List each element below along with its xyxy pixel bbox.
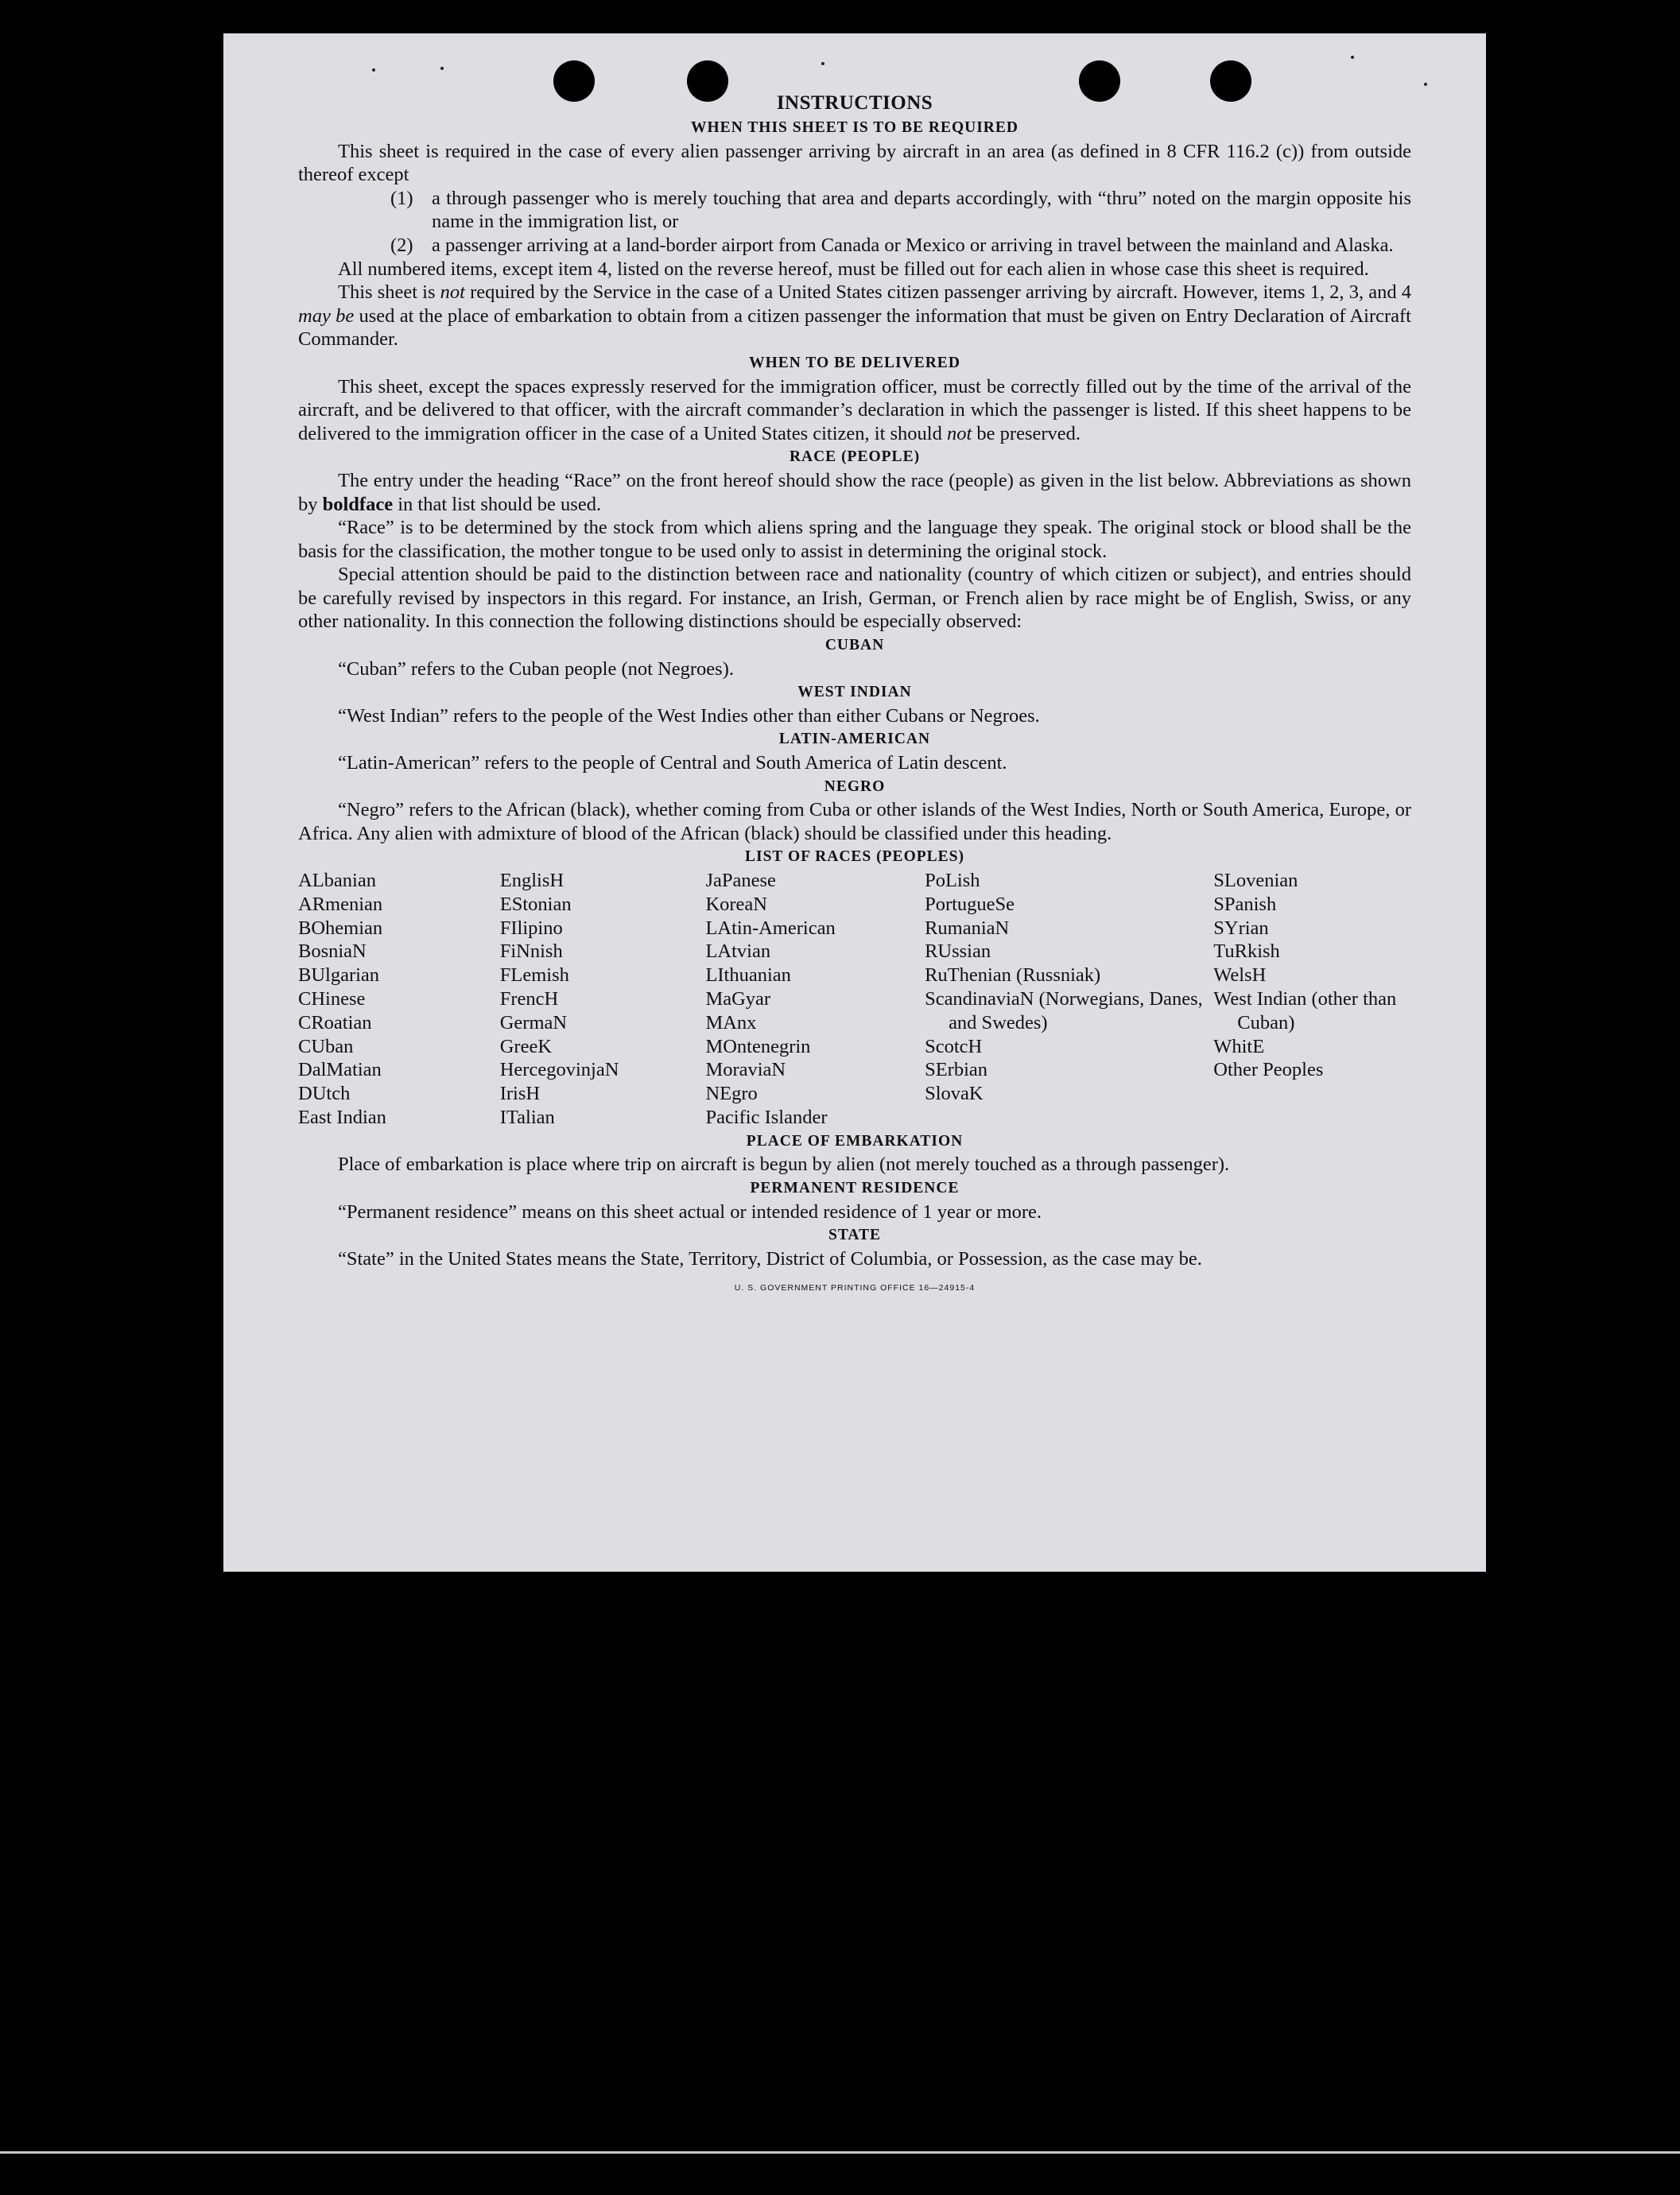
list-item: IrisH <box>499 1083 541 1105</box>
section-heading-cuban: CUBAN <box>824 637 885 654</box>
list-item: West Indian (other than Cuban) <box>1213 987 1397 1034</box>
section-heading-latin-american: LATIN-AMERICAN <box>778 731 931 748</box>
list-item: SYrian <box>1213 917 1269 939</box>
numbered-items-paragraph: All numbered items, except item 4, listed on the reverse hereof, must be filled out for each alien in whose case this sheet is required. <box>338 258 1369 280</box>
races-list <box>298 869 1411 1130</box>
citizen-text-b: required by the Service in the case of a United States citizen passenger arriving by aircraft. However, items 1, 2, 3, and 4 <box>464 281 1411 304</box>
list-item: FrencH <box>499 987 559 1010</box>
negro-paragraph: “Negro” refers to the African (black), whether coming from Cuba or other islands of the West Indies, North or South America, Europe, or Africa. Any alien with admixture of blood of the African (black) should be classified under this heading. <box>298 799 1411 844</box>
list-item: MaGyar <box>705 987 771 1010</box>
section-heading-west-indian: WEST INDIAN <box>797 684 912 701</box>
list-item: FLemish <box>499 964 569 987</box>
instructions-content <box>298 91 1411 1301</box>
list-item: FiNnish <box>499 940 563 963</box>
item-number: (2) <box>390 234 413 256</box>
citizen-emphasis-may-be: may be <box>298 304 355 327</box>
list-item: BosniaN <box>298 940 367 963</box>
bottom-rule <box>0 2151 1680 2154</box>
race-text-a: The entry under the heading “Race” on the front hereof should show the race (people) as given in the list below. Abbreviations as shown by <box>298 469 1411 515</box>
residence-paragraph: “Permanent residence” means on this sheet actual or intended residence of 1 year or more. <box>338 1200 1042 1223</box>
section-heading-negro: NEGRO <box>824 778 886 795</box>
document-sheet <box>223 33 1486 1572</box>
list-item: EnglisH <box>499 870 565 891</box>
list-item <box>298 187 1411 234</box>
citizen-text-a: This sheet is <box>338 281 440 304</box>
section-heading-when-required: WHEN THIS SHEET IS TO BE REQUIRED <box>691 119 1018 136</box>
list-item: MAnx <box>705 1011 757 1034</box>
list-item: FIlipino <box>499 917 563 939</box>
list-item: JaPanese <box>705 870 776 891</box>
list-item: Other Peoples <box>1213 1059 1324 1081</box>
delivered-text-b: be preserved. <box>972 422 1081 444</box>
list-item: East Indian <box>298 1106 386 1128</box>
list-item: PoLish <box>925 870 980 891</box>
page-title: INSTRUCTIONS <box>776 92 933 114</box>
citizen-emphasis-not: not <box>440 281 465 304</box>
race-paragraph-1 <box>298 469 1411 516</box>
list-item: ScandinaviaN (Norwegians, Danes, and Swedes) <box>925 987 1203 1034</box>
when-delivered-paragraph <box>298 375 1411 446</box>
list-item: SlovaK <box>925 1083 984 1105</box>
section-heading-race: RACE (PEOPLE) <box>789 448 921 466</box>
list-item: BUlgarian <box>298 964 380 987</box>
list-item: KoreaN <box>705 893 767 915</box>
state-paragraph: “State” in the United States means the State, Territory, District of Columbia, or Possession, as the case may be. <box>338 1247 1202 1270</box>
list-item: RumaniaN <box>925 917 1010 939</box>
list-item: MOntenegrin <box>705 1035 811 1057</box>
delivered-text-a: This sheet, except the spaces expressly reserved for the immigration officer, must be correctly filled out by the time of the arrival of the aircraft, and be delivered to that officer, with the aircraft commander’s declaration in which the passenger is listed. If this sheet happens to be delivered to the immigration officer in the case of a United States citizen, it should <box>298 375 1411 444</box>
item-text: a through passenger who is merely touching that area and departs accordingly, with “thru” noted on the margin opposite his name in the immigration list, or <box>432 187 1411 233</box>
latin-american-paragraph: “Latin-American” refers to the people of Central and South America of Latin descent. <box>338 752 1007 774</box>
list-item: NEgro <box>705 1083 758 1105</box>
race-paragraph-2: “Race” is to be determined by the stock from which aliens spring and the language they speak. The original stock or blood shall be the basis for the classification, the mother tongue to be used only to assist in determining the original stock. <box>298 517 1411 562</box>
list-item: CRoatian <box>298 1011 372 1034</box>
item-number: (1) <box>390 187 413 209</box>
list-item: CHinese <box>298 987 366 1010</box>
races-column-5 <box>1213 869 1411 1130</box>
races-column-3 <box>705 869 925 1130</box>
list-item: BOhemian <box>298 917 383 939</box>
list-item: SPanish <box>1213 893 1277 915</box>
list-item: GreeK <box>499 1035 553 1057</box>
printing-office-footer: U. S. GOVERNMENT PRINTING OFFICE 16—24915-4 <box>734 1283 976 1293</box>
list-item: ITalian <box>499 1106 555 1128</box>
list-item: RuThenian (Russniak) <box>925 964 1101 987</box>
list-item: LAtin-American <box>705 917 836 939</box>
list-item: LAtvian <box>705 940 771 963</box>
races-column-4 <box>925 869 1213 1130</box>
races-column-1 <box>298 869 500 1130</box>
delivered-emphasis-not: not <box>946 422 972 444</box>
west-indian-paragraph: “West Indian” refers to the people of the West Indies other than either Cubans or Negroes. <box>338 704 1040 727</box>
citizen-text-c: used at the place of embarkation to obtain from a citizen passenger the information that must be given on Entry Declaration of Aircraft Commander. <box>298 304 1411 351</box>
race-text-b: in that list should be used. <box>393 493 602 515</box>
item-text: a passenger arriving at a land-border airport from Canada or Mexico or arriving in travel between the mainland and Alaska. <box>432 234 1394 256</box>
embarkation-paragraph: Place of embarkation is place where trip on aircraft is begun by alien (not merely touched as a through passenger). <box>338 1154 1230 1176</box>
list-item: GermaN <box>499 1011 568 1034</box>
list-item: EStonian <box>499 893 572 915</box>
list-item: Pacific Islander <box>705 1106 828 1128</box>
list-item <box>298 234 1411 258</box>
list-item: PortugueSe <box>925 893 1015 915</box>
section-heading-state: STATE <box>828 1227 882 1244</box>
list-item: ARmenian <box>298 893 383 915</box>
list-item: RUssian <box>925 940 991 963</box>
cuban-paragraph: “Cuban” refers to the Cuban people (not Negroes). <box>338 657 734 680</box>
section-heading-list-of-races: LIST OF RACES (PEOPLES) <box>744 848 964 866</box>
list-item: LIthuanian <box>705 964 791 987</box>
list-item: SErbian <box>925 1059 987 1081</box>
section-heading-when-delivered: WHEN TO BE DELIVERED <box>749 354 960 371</box>
when-required-intro: This sheet is required in the case of every alien passenger arriving by aircraft in an area (as defined in 8 CFR 116.2 (c)) from outside thereof except <box>298 140 1411 186</box>
list-item: SLovenian <box>1213 870 1298 891</box>
citizen-paragraph <box>298 281 1411 351</box>
list-item: HercegovinjaN <box>499 1059 619 1081</box>
section-heading-embarkation: PLACE OF EMBARKATION <box>746 1132 964 1150</box>
list-item: DalMatian <box>298 1059 382 1081</box>
list-item: TuRkish <box>1213 940 1280 963</box>
list-item: ScotcH <box>925 1035 983 1057</box>
list-item: DUtch <box>298 1083 351 1105</box>
list-item: ALbanian <box>298 870 376 891</box>
list-item: CUban <box>298 1035 354 1057</box>
section-heading-residence: PERMANENT RESIDENCE <box>750 1179 960 1196</box>
race-bold-word: boldface <box>322 493 394 515</box>
list-item: MoraviaN <box>705 1059 786 1081</box>
race-paragraph-3: Special attention should be paid to the distinction between race and nationality (country of which citizen or subject), and entries should be carefully revised by inspectors in this regard. For instance, an Irish, German, or French alien by race might be of English, Swiss, or any other nationality. In this connection the following distinctions should be especially observed: <box>298 564 1411 633</box>
races-column-2 <box>500 869 706 1130</box>
list-item: WhitE <box>1213 1035 1265 1057</box>
list-item: WelsH <box>1213 964 1267 987</box>
